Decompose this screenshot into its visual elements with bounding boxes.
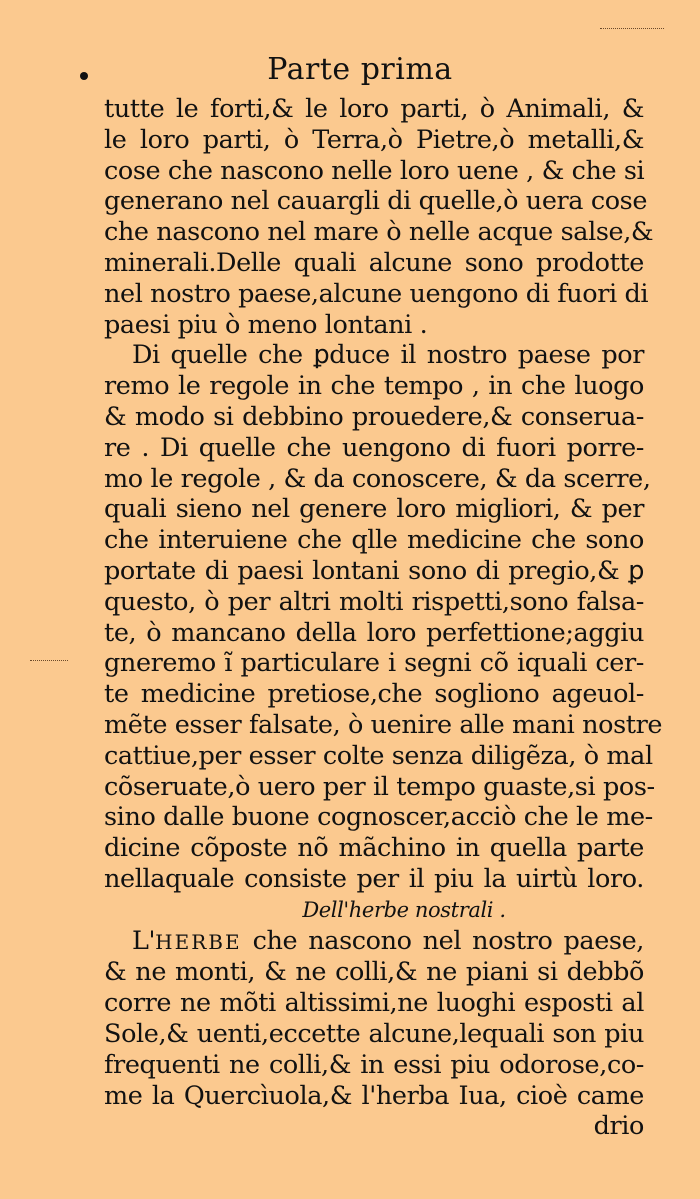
- text-line: nel nostro paese,alcune uengono di fuori di: [104, 278, 649, 309]
- text-line: te, ò mancano della loro perfettione;aggiu: [104, 617, 644, 648]
- text-line: corre ne mõti altissimi,ne luoghi esposti al: [104, 988, 644, 1019]
- text-line: Di quelle che ꝑduce il nostro paese por: [132, 340, 644, 371]
- text-line: & modo si debbino prouedere,& conserua-: [104, 401, 644, 432]
- text-block: [104, 94, 663, 1142]
- text-line: cõseruate,ò uero per il tempo guaste,si pos-: [104, 771, 655, 802]
- margin-ink-mark: [30, 660, 68, 661]
- text-line: portate di paesi lontani sono di pregio,& ꝑ: [104, 555, 644, 586]
- corner-ink-mark: [600, 28, 664, 35]
- text-line: Sole,& uenti,eccette alcune,lequali son piu: [104, 1018, 644, 1049]
- text-line: questo, ò per altri molti rispetti,sono falsa-: [104, 586, 644, 617]
- text-line: paesi piu ò meno lontani .: [104, 309, 428, 340]
- section-subheading: Dell'herbe nostrali .: [302, 897, 506, 922]
- text-line: dicine cõposte nõ mãchino in quella parte: [104, 833, 644, 864]
- catchword: drio: [593, 1111, 644, 1142]
- text-line: me la Quercìuola,& l'herba Iua, cioè came: [104, 1080, 644, 1111]
- text-line: tutte le forti,& le loro parti, ò Animali, &: [104, 94, 644, 124]
- text-line: mo le regole , & da conoscere, & da scerre,: [104, 463, 651, 494]
- text-line: sino dalle buone cognoscer,acciò che le me-: [104, 802, 653, 833]
- lead-initial: L': [132, 925, 156, 956]
- text-line: gneremo ĩ particulare i segni cõ iquali cer-: [104, 648, 644, 679]
- text-line: quali sieno nel genere loro migliori, & per: [104, 494, 644, 525]
- text-line: te medicine pretiose,che sogliono ageuol-: [104, 679, 644, 710]
- lead-rest: che nascono nel nostro paese,: [241, 925, 644, 956]
- text-line: le loro parti, ò Terra,ò Pietre,ò metalli,&: [104, 124, 644, 155]
- text-line: minerali.Delle quali alcune sono prodotte: [104, 247, 644, 278]
- text-line: che nascono nel mare ò nelle acque salse,&: [104, 217, 654, 248]
- text-line: frequenti ne colli,& in essi piu odorose,co-: [104, 1049, 644, 1080]
- text-line: che interuiene che qlle medicine che sono: [104, 525, 644, 556]
- text-line-first: [104, 926, 644, 958]
- lead-smallcaps: HERBE: [155, 929, 242, 954]
- text-line: nellaquale consiste per il piu la uirtù loro.: [104, 863, 644, 894]
- text-line: mẽte esser falsate, ò uenire alle mani nostre: [104, 709, 663, 740]
- text-line: cose che nascono nelle loro uene , & che si: [104, 155, 645, 186]
- text-line: remo le regole in che tempo , in che luogo: [104, 371, 644, 402]
- text-line: & ne monti, & ne colli,& ne piani si debbõ: [104, 957, 644, 988]
- text-line: re . Di quelle che uengono di fuori porre-: [104, 432, 644, 463]
- text-line: generano nel cauargli di quelle,ò uera cose: [104, 186, 648, 217]
- running-title: Parte prima: [267, 52, 453, 87]
- text-line: cattiue,per esser colte senza diligẽza, ò mal: [104, 740, 653, 771]
